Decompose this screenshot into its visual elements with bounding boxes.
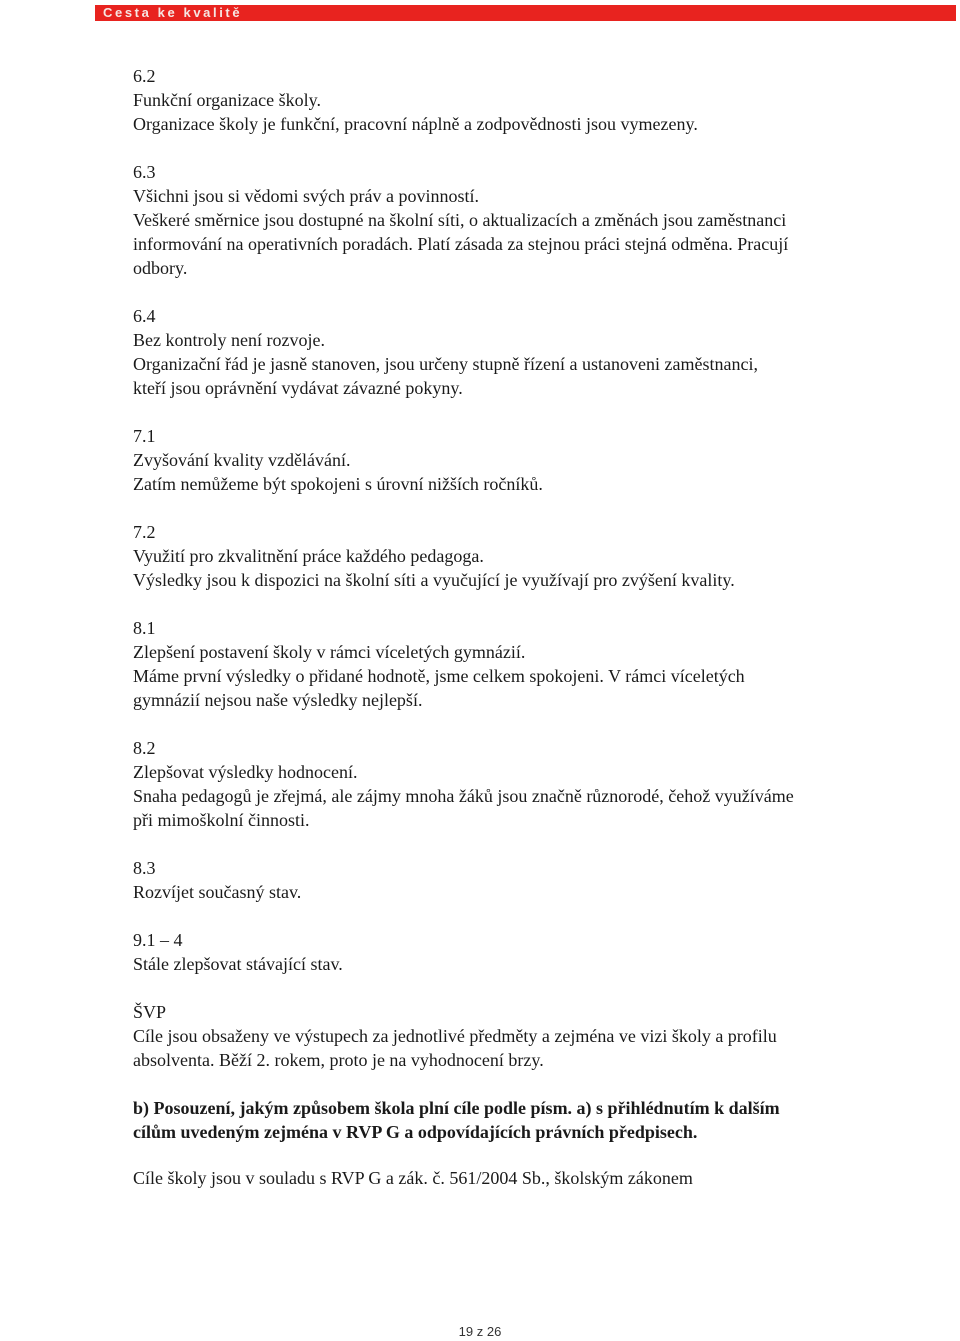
section-line: Rozvíjet současný stav.: [133, 882, 302, 902]
section-line: Organizace školy je funkční, pracovní náplně a zodpovědnosti jsou vymezeny.: [133, 114, 698, 134]
section-line: odbory.: [133, 258, 188, 278]
section-line: Funkční organizace školy.: [133, 90, 321, 110]
section-block: [133, 64, 913, 136]
section-line: Veškeré směrnice jsou dostupné na školní síti, o aktualizacích a změnách jsou zaměstnanci: [133, 210, 787, 230]
section-line: Výsledky jsou k dispozici na školní síti a vyučující je využívají pro zvýšení kvality.: [133, 570, 735, 590]
section-number: 9.1 – 4: [133, 930, 183, 950]
section-line: Zvyšování kvality vzdělávání.: [133, 450, 351, 470]
section-line: Všichni jsou si vědomi svých práv a povinností.: [133, 186, 479, 206]
header-bar: [95, 5, 956, 21]
section-number: 8.2: [133, 738, 156, 758]
section-line: informování na operativních poradách. Platí zásada za stejnou práci stejná odměna. Pracují: [133, 234, 789, 254]
section-number: 8.1: [133, 618, 156, 638]
section-line: Organizační řád je jasně stanoven, jsou určeny stupně řízení a ustanoveni zaměstnanci,: [133, 354, 758, 374]
section-line: absolventa. Běží 2. rokem, proto je na vyhodnocení brzy.: [133, 1050, 544, 1070]
section-number: 6.2: [133, 66, 156, 86]
section-line: Stále zlepšovat stávající stav.: [133, 954, 343, 974]
bold-heading-line: b) Posouzení, jakým způsobem škola plní cíle podle písm. a) s přihlédnutím k dalším: [133, 1098, 780, 1118]
section-line: při mimoškolní činnosti.: [133, 810, 310, 830]
section-block: [133, 1000, 913, 1072]
bold-heading: [133, 1096, 913, 1144]
section-block: [133, 616, 913, 712]
section-block: [133, 856, 913, 904]
section-block: [133, 160, 913, 280]
section-block: [133, 520, 913, 592]
section-line: Zlepšovat výsledky hodnocení.: [133, 762, 358, 782]
section-block: [133, 304, 913, 400]
header-title: Cesta ke kvalitě: [103, 5, 243, 20]
section-number: 7.1: [133, 426, 156, 446]
closing-sentence: Cíle školy jsou v souladu s RVP G a zák. č. 561/2004 Sb., školským zákonem: [133, 1168, 693, 1188]
section-block: [133, 928, 913, 976]
section-block: [133, 424, 913, 496]
sections-list: [133, 64, 913, 1072]
section-number: 8.3: [133, 858, 156, 878]
section-line: Využití pro zkvalitnění práce každého pedagoga.: [133, 546, 484, 566]
section-number: ŠVP: [133, 1002, 167, 1022]
bold-heading-line: cílům uvedeným zejména v RVP G a odpovídajících právních předpisech.: [133, 1122, 698, 1142]
section-line: Zlepšení postavení školy v rámci víceletých gymnázií.: [133, 642, 526, 662]
section-line: Bez kontroly není rozvoje.: [133, 330, 325, 350]
section-number: 6.3: [133, 162, 156, 182]
section-number: 6.4: [133, 306, 156, 326]
section-line: Snaha pedagogů je zřejmá, ale zájmy mnoha žáků jsou značně různorodé, čehož využíváme: [133, 786, 794, 806]
section-line: Cíle jsou obsaženy ve výstupech za jednotlivé předměty a zejména ve vizi školy a profilu: [133, 1026, 777, 1046]
section-line: Zatím nemůžeme být spokojeni s úrovní nižších ročníků.: [133, 474, 543, 494]
document-body: [133, 64, 913, 1190]
section-line: gymnázií nejsou naše výsledky nejlepší.: [133, 690, 423, 710]
section-block: [133, 736, 913, 832]
page-number: 19 z 26: [458, 1324, 502, 1339]
section-line: kteří jsou oprávnění vydávat závazné pokyny.: [133, 378, 463, 398]
section-number: 7.2: [133, 522, 156, 542]
section-line: Máme první výsledky o přidané hodnotě, jsme celkem spokojeni. V rámci víceletých: [133, 666, 745, 686]
